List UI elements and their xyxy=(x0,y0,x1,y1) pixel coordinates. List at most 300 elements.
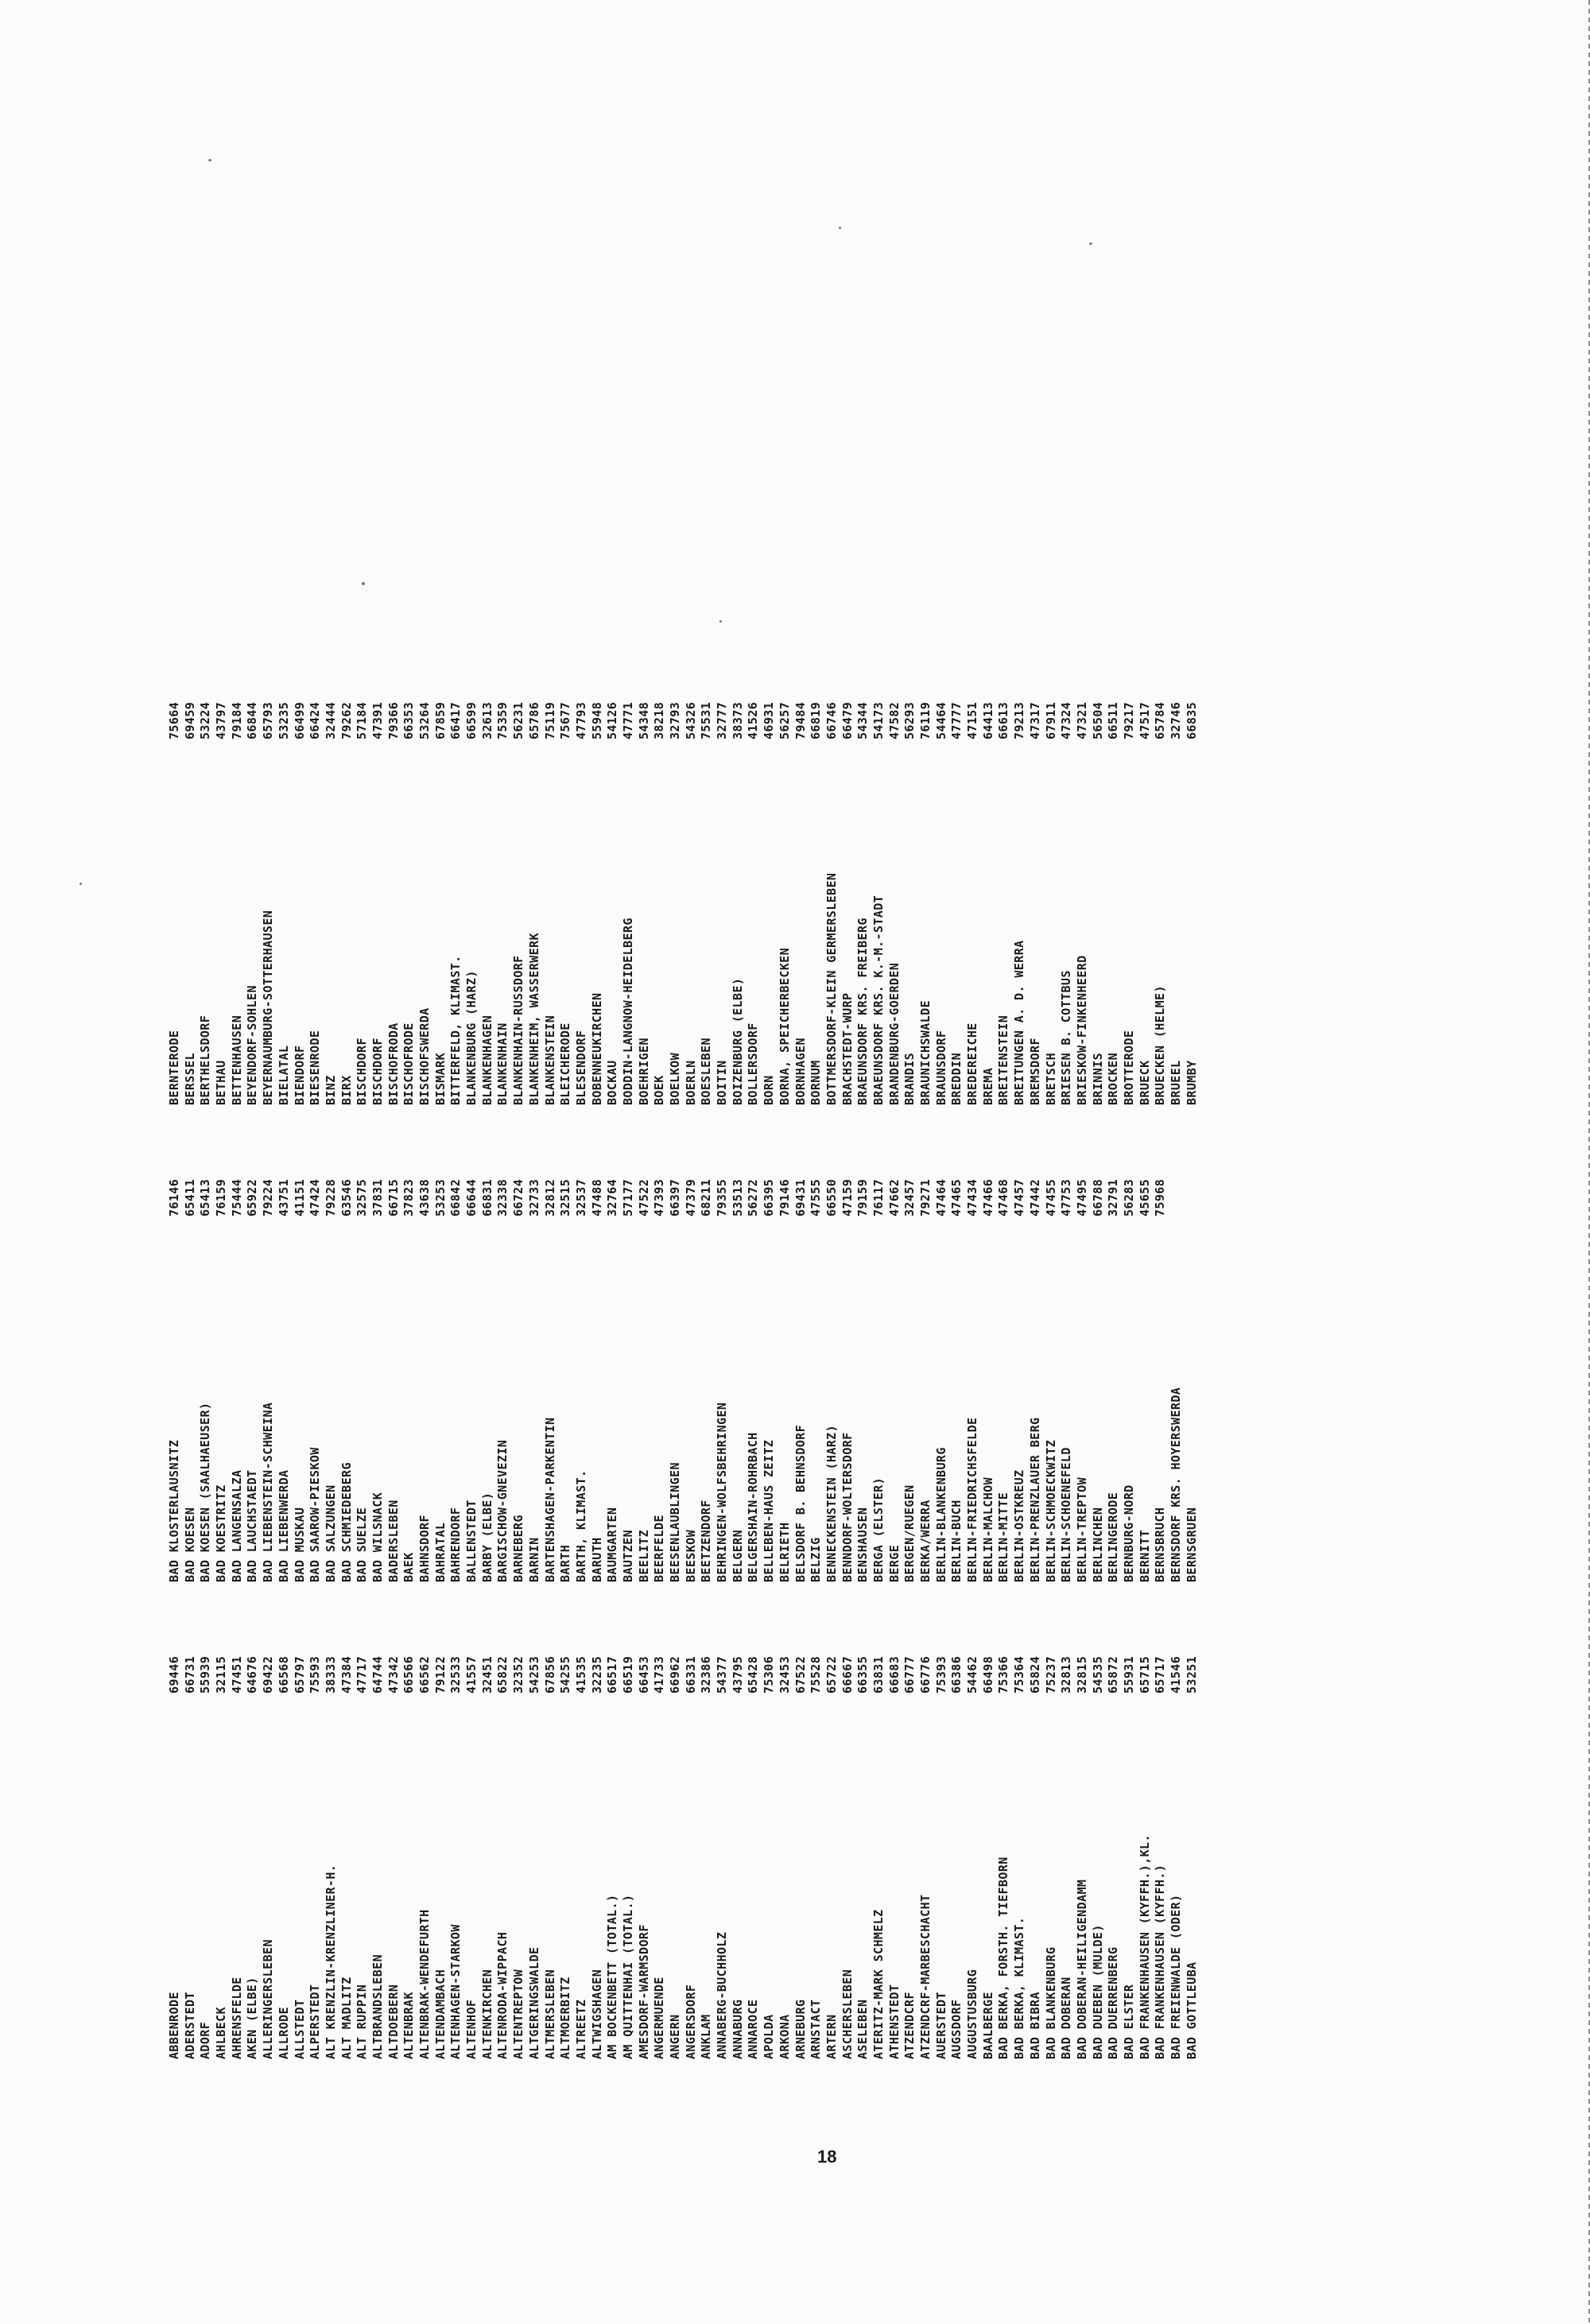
station-number: 79146 xyxy=(777,1178,792,1216)
station-name: BERLIN-MITTE xyxy=(996,1492,1011,1582)
station-row xyxy=(277,1630,293,2059)
station-name: ALTWIGSHAGEN xyxy=(589,1969,604,2059)
station-number: 32777 xyxy=(715,701,730,739)
station-row xyxy=(1122,1630,1138,2059)
station-name: BRINNIS xyxy=(1090,1052,1105,1105)
station-number: 47434 xyxy=(965,1178,980,1216)
station-number: 65784 xyxy=(1153,701,1168,739)
station-name: BORNHAGEN xyxy=(793,1038,808,1105)
station-number: 79213 xyxy=(1012,701,1027,739)
station-number: 41151 xyxy=(292,1178,307,1216)
scan-speck xyxy=(719,620,722,623)
station-row xyxy=(824,1153,840,1582)
station-name: BRAUNICHSWALDE xyxy=(918,999,933,1105)
station-number: 53224 xyxy=(198,701,213,739)
station-name: BOEK xyxy=(652,1075,667,1105)
station-name: ALTENHOF xyxy=(464,1999,479,2059)
station-row xyxy=(918,1630,934,2059)
station-number: 67911 xyxy=(1043,701,1058,739)
station-number: 76119 xyxy=(918,701,933,739)
station-number: 32812 xyxy=(542,1178,557,1216)
station-row xyxy=(370,1153,386,1582)
station-number: 66667 xyxy=(840,1655,855,1694)
station-name: ALTENBRAK-WENDEFURTH xyxy=(417,1909,432,2059)
station-name: BETTENHAUSEN xyxy=(229,1015,244,1105)
station-number: 43638 xyxy=(417,1178,432,1216)
station-name: BISCHOFRODA xyxy=(386,1022,401,1105)
station-row xyxy=(355,676,370,1105)
station-row xyxy=(637,676,653,1105)
station-name: BAUTZEN xyxy=(620,1529,635,1582)
station-number: 66397 xyxy=(668,1178,682,1216)
station-number: 41526 xyxy=(746,701,761,739)
station-name: BERNSDORF KRS. HOYERSWERDA xyxy=(1169,1387,1183,1582)
station-number: 69446 xyxy=(167,1655,181,1694)
station-row xyxy=(417,1630,433,2059)
page-number: 18 xyxy=(817,2147,837,2167)
station-name: ANGERN xyxy=(668,2014,682,2059)
station-row xyxy=(981,1630,997,2059)
station-number: 41546 xyxy=(1169,1655,1183,1694)
station-row xyxy=(1153,1630,1169,2059)
station-row xyxy=(574,1153,590,1582)
station-row xyxy=(965,1153,981,1582)
station-row xyxy=(793,676,809,1105)
station-name: BERNSBRUCH xyxy=(1153,1507,1168,1582)
station-number: 32791 xyxy=(1106,1178,1121,1216)
station-row xyxy=(448,1630,464,2059)
station-row xyxy=(308,1153,324,1582)
station-number: 47464 xyxy=(933,1178,948,1216)
station-number xyxy=(1185,1153,1200,1216)
station-row xyxy=(1185,676,1200,1105)
station-name: BLESENDORF xyxy=(573,1030,588,1105)
station-name: BRANDENBURG-GOERDEN xyxy=(886,962,902,1105)
station-number: 66498 xyxy=(980,1655,995,1694)
station-number: 32444 xyxy=(323,701,338,739)
station-name: BAD DUEBEN (MULDE) xyxy=(1090,1924,1105,2059)
station-row xyxy=(887,676,903,1105)
station-row xyxy=(1059,1630,1075,2059)
station-name: BAD KLOSTERLAUSNITZ xyxy=(167,1439,181,1582)
station-name: ANGERMUENDE xyxy=(652,1977,667,2059)
station-name: BORNUM xyxy=(809,1060,824,1105)
station-name: BENNDORF-WOLTERSDORF xyxy=(840,1432,855,1582)
station-name: BRACHSTEDT-WURP xyxy=(840,992,855,1105)
station-number: 32537 xyxy=(573,1178,588,1216)
station-row xyxy=(1044,1630,1060,2059)
station-row xyxy=(652,1630,668,2059)
station-number: 63831 xyxy=(871,1655,886,1694)
station-number: 47488 xyxy=(589,1178,604,1216)
station-row xyxy=(1012,1153,1028,1582)
station-name: BISMARK xyxy=(432,1052,448,1105)
station-number: 79228 xyxy=(323,1178,338,1216)
station-number: 76146 xyxy=(167,1178,181,1216)
station-row xyxy=(448,676,464,1105)
station-name: BOIZENBURG (ELBE) xyxy=(730,977,745,1105)
station-row xyxy=(527,1153,543,1582)
station-name: ATZENDCRF-MARBESCHACHT xyxy=(918,1894,933,2059)
station-row xyxy=(417,676,433,1105)
station-row xyxy=(433,1630,449,2059)
station-row xyxy=(1059,676,1075,1105)
station-row xyxy=(214,676,230,1105)
station-number: 75359 xyxy=(495,701,510,739)
station-number: 65922 xyxy=(245,1178,260,1216)
station-row xyxy=(684,676,700,1105)
station-number: 66519 xyxy=(620,1655,635,1694)
station-row xyxy=(1028,1630,1044,2059)
station-name: ANNABERG-BUCHHOLZ xyxy=(715,1931,730,2059)
station-name: AHRENSFELDE xyxy=(229,1977,244,2059)
station-name: BERKA/WERRA xyxy=(918,1500,933,1582)
station-number: 47582 xyxy=(886,701,902,739)
station-name: ALTMERSLEBEN xyxy=(542,1969,557,2059)
station-number: 66355 xyxy=(855,1655,871,1694)
station-number: 65797 xyxy=(292,1655,307,1694)
station-row xyxy=(433,1153,449,1582)
column-block-2 xyxy=(167,1153,1200,1582)
station-name: BAD GOTTLEUBA xyxy=(1184,1961,1199,2059)
station-row xyxy=(699,1153,715,1582)
station-name: ALLRODE xyxy=(276,2006,291,2059)
station-number: 41557 xyxy=(464,1655,479,1694)
station-number: 47379 xyxy=(683,1178,698,1216)
station-row xyxy=(605,1153,621,1582)
station-name: BOBENNEUKIRCHEN xyxy=(589,992,604,1105)
station-row xyxy=(167,676,183,1105)
station-row xyxy=(198,676,214,1105)
station-row xyxy=(198,1153,214,1582)
station-row xyxy=(590,1153,606,1582)
station-number: 66517 xyxy=(605,1655,620,1694)
station-name: BERTHELSDORF xyxy=(198,1015,213,1105)
station-name: ALTGERINGSWALDE xyxy=(526,1946,541,2059)
station-number: 56504 xyxy=(1090,701,1105,739)
station-number: 75968 xyxy=(1153,1178,1168,1216)
station-number: 65715 xyxy=(1137,1655,1152,1694)
station-row xyxy=(731,1153,747,1582)
station-row xyxy=(1153,1153,1169,1582)
station-number: 65793 xyxy=(261,701,276,739)
station-name: BODDIN-LANGNOW-HEIDELBERG xyxy=(620,918,635,1105)
station-row xyxy=(1169,1153,1185,1582)
station-row xyxy=(684,1153,700,1582)
station-number: 66835 xyxy=(1184,701,1199,739)
station-name: BIENDORF xyxy=(292,1045,307,1105)
station-number: 54326 xyxy=(683,701,698,739)
station-number: 66819 xyxy=(809,701,824,739)
station-number: 32451 xyxy=(479,1655,494,1694)
station-name: BAD SAAROW-PIESKOW xyxy=(308,1447,323,1582)
rotated-station-table xyxy=(167,644,1566,2059)
station-name: ALLERINGERSLEBEN xyxy=(261,1939,276,2059)
station-name: ALTENTREPTOW xyxy=(511,1969,526,2059)
station-row xyxy=(574,676,590,1105)
station-row xyxy=(746,1630,762,2059)
station-number: 69422 xyxy=(261,1655,276,1694)
station-row xyxy=(809,676,824,1105)
station-name: BRAEUNSDORF KRS. FREIBERG xyxy=(855,918,871,1105)
station-number: 75593 xyxy=(308,1655,323,1694)
station-name: BAD FRANKENHAUSEN (KYFFH.),KL. xyxy=(1137,1834,1152,2059)
station-row xyxy=(809,1153,824,1582)
station-row xyxy=(1138,1153,1154,1582)
station-number: 32733 xyxy=(526,1178,541,1216)
station-name: BOESLEBEN xyxy=(699,1038,714,1105)
station-name: BAD DOBERAN xyxy=(1059,1977,1074,2059)
station-number: 47555 xyxy=(809,1178,824,1216)
station-number: 54377 xyxy=(715,1655,730,1694)
station-name: BAD KOESEN xyxy=(182,1507,197,1582)
station-number: 65786 xyxy=(526,701,541,739)
station-number: 47324 xyxy=(1059,701,1074,739)
station-row xyxy=(1075,676,1091,1105)
station-row xyxy=(355,1153,370,1582)
station-number: 75119 xyxy=(542,701,557,739)
station-number: 47793 xyxy=(573,701,588,739)
station-name: BRAEUNSDORF KRS. K.-M.-STADT xyxy=(871,894,886,1105)
station-name: BERLIN-BUCH xyxy=(949,1500,964,1582)
station-name: AUERSTEDT xyxy=(933,1992,948,2059)
station-number: 75677 xyxy=(558,701,573,739)
station-number: 66499 xyxy=(292,701,307,739)
station-number: 53253 xyxy=(432,1178,448,1216)
station-number: 75366 xyxy=(996,1655,1011,1694)
station-row xyxy=(918,1153,934,1582)
station-name: BARTH, KLIMAST. xyxy=(573,1469,588,1582)
station-name: BAD SALZUNGEN xyxy=(323,1484,338,1582)
station-number: 32613 xyxy=(479,701,494,739)
station-name: BRUEEL xyxy=(1169,1060,1183,1105)
station-number: 47522 xyxy=(636,1178,651,1216)
station-name: BINZ xyxy=(323,1075,338,1105)
station-row xyxy=(762,1153,778,1582)
station-name: ATZENDCRF xyxy=(902,1992,917,2059)
station-number: 47393 xyxy=(652,1178,667,1216)
station-number: 32533 xyxy=(448,1655,463,1694)
station-row xyxy=(293,1630,308,2059)
station-number: 66562 xyxy=(417,1655,432,1694)
station-number: 66479 xyxy=(840,701,855,739)
station-number: 66599 xyxy=(464,701,479,739)
station-name: BAD SCHMIEDEBERG xyxy=(339,1462,354,1582)
station-number: 66417 xyxy=(448,701,463,739)
station-name: BAHNSDORF xyxy=(417,1515,432,1582)
station-number: 67856 xyxy=(542,1655,557,1694)
station-row xyxy=(324,1630,339,2059)
station-name: ALTDOEBERN xyxy=(386,1984,401,2059)
station-row xyxy=(245,676,261,1105)
station-name: BARTENSHAGEN-PARKENTIN xyxy=(542,1417,557,1582)
station-name: BARTH xyxy=(558,1544,573,1582)
station-name: BERNBURG-NORD xyxy=(1121,1484,1136,1582)
station-name: APOLDA xyxy=(762,2014,777,2059)
station-row xyxy=(1028,676,1044,1105)
station-name: BISCHDORF xyxy=(355,1038,370,1105)
station-name: BREITUNGEN A. D. WERRA xyxy=(1012,940,1027,1105)
station-name: ARNSTACT xyxy=(809,1999,824,2059)
station-row xyxy=(981,676,997,1105)
station-name: BERGEN/RUEGEN xyxy=(902,1484,917,1582)
station-name: ALTENKIRCHEN xyxy=(479,1969,494,2059)
station-name: BARBY (ELBE) xyxy=(479,1492,494,1582)
station-name: BAD LIEBENWERDA xyxy=(276,1469,291,1582)
station-name: ANNAROCE xyxy=(746,1999,761,2059)
station-number: 47517 xyxy=(1137,701,1152,739)
station-number: 67522 xyxy=(793,1655,808,1694)
station-number: 68211 xyxy=(699,1178,714,1216)
station-name: BAD LAUCHSTAEDT xyxy=(245,1469,260,1582)
station-number: 47159 xyxy=(840,1178,855,1216)
station-name: BROTTERODE xyxy=(1121,1030,1136,1105)
station-name: BERLINCHEN xyxy=(1090,1507,1105,1582)
station-row xyxy=(934,1153,950,1582)
station-row xyxy=(1012,676,1028,1105)
station-name: BELRIETH xyxy=(777,1522,792,1582)
station-row xyxy=(715,1153,731,1582)
station-row xyxy=(558,1153,574,1582)
station-row xyxy=(183,1630,199,2059)
station-name: BLANKENBURG (HARZ) xyxy=(464,970,479,1105)
station-name: BRUMBY xyxy=(1184,1060,1199,1105)
station-name: AKEN (ELBE) xyxy=(245,1977,260,2059)
station-number: 41535 xyxy=(573,1655,588,1694)
station-row xyxy=(918,676,934,1105)
station-row xyxy=(605,1630,621,2059)
station-number: 32575 xyxy=(355,1178,370,1216)
station-number: 57177 xyxy=(620,1178,635,1216)
station-number: 54126 xyxy=(605,701,620,739)
station-name: ALTENHAGEN-STARKOW xyxy=(448,1924,463,2059)
station-row xyxy=(934,1630,950,2059)
station-number: 32386 xyxy=(699,1655,714,1694)
station-row xyxy=(934,676,950,1105)
station-number: 54462 xyxy=(965,1655,980,1694)
station-name: BAD DUERRENBERG xyxy=(1106,1946,1121,2059)
station-name: BAD BERKA, KLIMAST. xyxy=(1012,1916,1027,2059)
station-name: BERGE xyxy=(886,1544,902,1582)
station-name: BISCHOFRODE xyxy=(401,1022,417,1105)
station-number: 66566 xyxy=(401,1655,417,1694)
station-name: BARGISCHOW-GNEVEZIN xyxy=(495,1439,510,1582)
station-number: 47468 xyxy=(996,1178,1011,1216)
station-row xyxy=(621,1153,637,1582)
station-row xyxy=(574,1630,590,2059)
station-row xyxy=(401,676,417,1105)
station-number: 56283 xyxy=(1121,1178,1136,1216)
station-number: 66386 xyxy=(949,1655,964,1694)
station-number: 66746 xyxy=(824,701,839,739)
station-name: BEYENDORF-SOHLEN xyxy=(245,985,260,1105)
station-row xyxy=(543,1630,559,2059)
station-number: 79217 xyxy=(1121,701,1136,739)
station-name: ALTBRANDSLEBEN xyxy=(370,1953,385,2059)
station-row xyxy=(511,1630,527,2059)
station-number: 53513 xyxy=(730,1178,745,1216)
station-row xyxy=(464,1153,480,1582)
station-number: 47495 xyxy=(1074,1178,1089,1216)
station-number: 67859 xyxy=(432,701,448,739)
station-row xyxy=(793,1153,809,1582)
station-number: 47424 xyxy=(308,1178,323,1216)
station-row xyxy=(277,676,293,1105)
station-row xyxy=(996,1630,1012,2059)
station-row xyxy=(778,1153,793,1582)
station-row xyxy=(417,1153,433,1582)
station-row xyxy=(668,1630,684,2059)
station-row xyxy=(652,676,668,1105)
station-name: BREITENSTEIN xyxy=(996,1015,1011,1105)
station-number: 79159 xyxy=(855,1178,871,1216)
station-row xyxy=(871,1153,887,1582)
station-row xyxy=(230,676,246,1105)
station-name: BAD DOBERAN-HEILIGENDAMM xyxy=(1074,1879,1089,2059)
station-row xyxy=(543,676,559,1105)
station-row xyxy=(1122,676,1138,1105)
station-row xyxy=(793,1630,809,2059)
station-row xyxy=(840,676,856,1105)
station-row xyxy=(965,676,981,1105)
station-number: 38218 xyxy=(652,701,667,739)
station-number: 32115 xyxy=(214,1655,229,1694)
station-row xyxy=(762,676,778,1105)
station-name: BORNA, SPEICHERBECKEN xyxy=(777,947,792,1105)
station-row xyxy=(949,1630,965,2059)
station-name: BERNSGRUEN xyxy=(1184,1507,1199,1582)
station-name: BISCHOFSWERDA xyxy=(417,1007,432,1105)
station-number: 66453 xyxy=(636,1655,651,1694)
station-name: ANNABURG xyxy=(730,1999,745,2059)
station-number: 47465 xyxy=(949,1178,964,1216)
station-row xyxy=(1185,1153,1200,1582)
station-name: BREMSDORF xyxy=(1027,1038,1042,1105)
station-number: 47717 xyxy=(355,1655,370,1694)
station-row xyxy=(386,676,402,1105)
station-name: BAD BLANKENBURG xyxy=(1043,1946,1058,2059)
station-name: BIESENRODE xyxy=(308,1030,323,1105)
station-name: BAD LANGENSALZA xyxy=(229,1469,244,1582)
station-row xyxy=(824,1630,840,2059)
station-number: 64413 xyxy=(980,701,995,739)
station-row xyxy=(965,1630,981,2059)
station-number: 66424 xyxy=(308,701,323,739)
station-row xyxy=(637,1630,653,2059)
station-name: BAHRATAL xyxy=(432,1522,448,1582)
scan-speck xyxy=(208,159,211,161)
station-name: BAEK xyxy=(401,1552,417,1582)
station-name: ATERITZ-MARK SCHMELZ xyxy=(871,1909,886,2059)
station-name: BEETZENDORF xyxy=(699,1500,714,1582)
station-row xyxy=(1012,1630,1028,2059)
station-name: BAALBERGE xyxy=(980,1992,995,2059)
station-row xyxy=(1169,1630,1185,2059)
station-row xyxy=(495,676,511,1105)
station-row xyxy=(668,1153,684,1582)
station-name: BEESENLAUBLINGEN xyxy=(668,1462,682,1582)
scan-speck xyxy=(1089,242,1092,245)
station-name: BAD LIEBENSTEIN-SCHWEINA xyxy=(261,1402,276,1582)
station-row xyxy=(214,1153,230,1582)
station-row xyxy=(1106,676,1122,1105)
station-number: 57184 xyxy=(355,701,370,739)
station-name: BERNITT xyxy=(1137,1529,1152,1582)
station-row xyxy=(464,676,480,1105)
station-row xyxy=(731,1630,747,2059)
station-number: 64676 xyxy=(245,1655,260,1694)
station-name: BOITIN xyxy=(715,1060,730,1105)
